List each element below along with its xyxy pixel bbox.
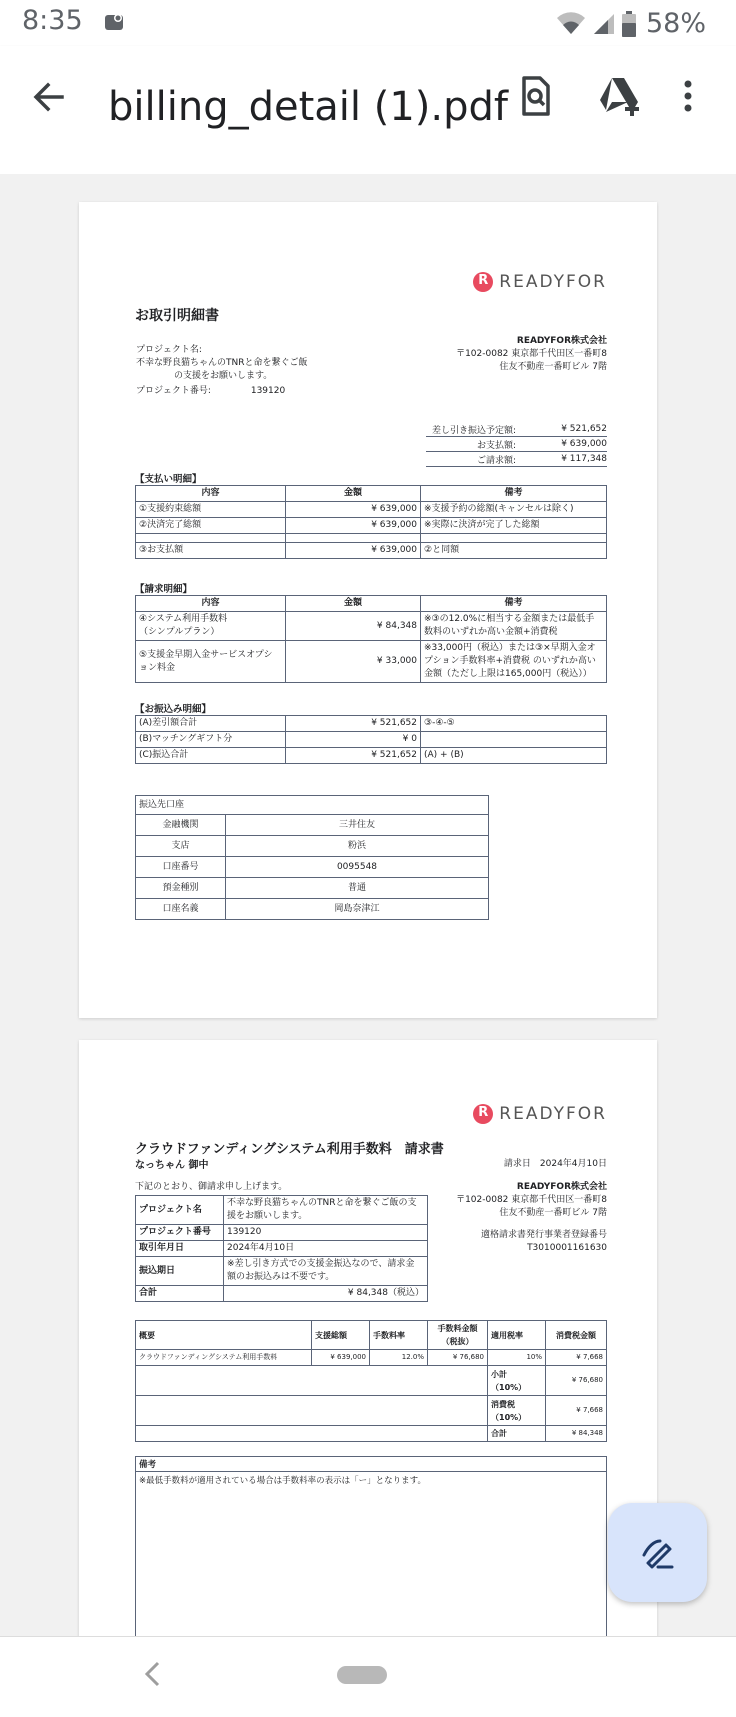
column-header: 金額: [286, 596, 421, 612]
status-bar: [0, 0, 736, 46]
payment-heading: 【支払い明細】: [135, 474, 202, 485]
nav-back-icon[interactable]: [138, 1659, 168, 1693]
cell-amount: ¥ 0: [286, 732, 421, 748]
cell-amount: ¥ 639,000: [286, 518, 421, 534]
table-row: [136, 857, 489, 878]
table-row-empty: [136, 534, 607, 543]
table-row: [136, 1350, 607, 1366]
table-row: [136, 612, 607, 641]
amount-summary: [426, 422, 607, 467]
invoice-date-value: 2024年4月10日: [539, 1159, 607, 1169]
column-header: 手数料金額: [437, 1324, 478, 1333]
summary-row: [426, 452, 607, 467]
table-row: [136, 518, 607, 534]
company-address1: 〒102-0082 東京都千代田区一番町8: [456, 1195, 607, 1205]
bank-label: 口座番号: [136, 857, 226, 878]
status-time: 8:35: [22, 5, 83, 36]
cell-note: (A) + (B): [421, 748, 607, 764]
table-row: [136, 1241, 428, 1257]
info-value: 139120: [224, 1225, 428, 1241]
info-value: ※差し引き方式での支援金振込なので、請求金: [227, 1259, 415, 1269]
cell-item: （シンプルプラン）: [139, 627, 220, 637]
pdf-viewer[interactable]: [0, 174, 736, 1636]
cell-item: ②決済完了総額: [136, 518, 286, 534]
project-name-line2: の支援をお願いします。: [174, 371, 273, 381]
cell-support-total: ¥ 639,000: [312, 1350, 370, 1366]
table-row: [136, 716, 607, 732]
info-value: 援をお願いします。: [227, 1211, 308, 1221]
edit-fab[interactable]: [608, 1503, 707, 1602]
bank-value: 0095548: [226, 857, 489, 878]
logo-mark-icon: [473, 1104, 493, 1124]
readyfor-logo: [473, 272, 607, 292]
invoice-intro: 下記のとおり、御請求申し上げます。: [135, 1182, 288, 1192]
fee-total-label: 合計: [488, 1426, 546, 1442]
status-icons: [556, 8, 706, 39]
company-address1: 〒102-0082 東京都千代田区一番町8: [456, 349, 607, 359]
info-value: 不幸な野良猫ちゃんのTNRと命を繋ぐご飯の支: [227, 1198, 417, 1208]
logo-text: READYFOR: [499, 1104, 607, 1124]
signal-icon: [592, 12, 616, 36]
bank-value: 岡島奈津江: [226, 899, 489, 920]
bank-value: 三井住友: [226, 815, 489, 836]
summary-row: [426, 437, 607, 452]
drive-add-icon[interactable]: [598, 74, 642, 118]
cell-note: [421, 732, 607, 748]
info-label: プロジェクト名: [136, 1196, 224, 1225]
registration-number: T3010001161630: [527, 1243, 607, 1253]
cell-fee-rate: 12.0%: [370, 1350, 428, 1366]
cell-item: ⑤支援金早期入金サービスオプシ: [139, 649, 273, 660]
fee-table: [135, 1320, 607, 1442]
summary-value: ¥ 521,652: [561, 424, 607, 434]
company-block: [456, 1181, 607, 1255]
readyfor-logo: [473, 1104, 607, 1124]
pdf-page-1: [79, 202, 657, 1018]
info-value: 額のお振込みは不要です。: [227, 1272, 335, 1282]
cell-note: ※33,000円（税込）または③×早期入金オ: [424, 643, 596, 653]
logo-mark-icon: [473, 272, 493, 292]
table-row: [136, 1286, 428, 1302]
more-vert-icon[interactable]: [678, 74, 714, 118]
invoice-date-label: 請求日: [503, 1159, 531, 1169]
summary-row: [426, 422, 607, 437]
summary-label: お支払額:: [476, 440, 516, 451]
cell-item: (A)差引額合計: [136, 716, 286, 732]
total-value: ¥ 84,348（税込）: [224, 1286, 428, 1302]
company-address2: 住友不動産一番町ビル 7階: [499, 362, 607, 372]
info-label: 取引年月日: [136, 1241, 224, 1257]
logo-text: READYFOR: [499, 272, 607, 292]
pen-edit-icon: [638, 1533, 678, 1573]
cell-note: ※実際に決済が完了した総額: [421, 518, 607, 534]
bank-value: 普通: [226, 878, 489, 899]
column-header: 備考: [421, 486, 607, 502]
subtotal-label: 小計: [491, 1369, 507, 1379]
bank-label: 金融機関: [136, 815, 226, 836]
column-header: 手数料率: [370, 1321, 428, 1350]
fee-total-value: ¥ 84,348: [546, 1426, 607, 1442]
column-header: 内容: [136, 596, 286, 612]
tax-label: 消費税: [491, 1399, 515, 1409]
column-header: 消費税金額: [546, 1321, 607, 1350]
cell-amount: ¥ 84,348: [286, 612, 421, 641]
table-row: [136, 878, 489, 899]
cell-item: ョン料金: [139, 662, 176, 673]
column-header: 概要: [136, 1321, 312, 1350]
project-number-label: プロジェクト番号:: [136, 386, 211, 396]
invoice-recipient: なっちゃん 御中: [135, 1160, 209, 1171]
bank-table: [135, 795, 489, 920]
transfer-table: [135, 715, 607, 764]
column-header: 適用税率: [488, 1321, 546, 1350]
payment-table: [135, 485, 607, 559]
remarks-text: ※最低手数料が適用されている場合は手数料率の表示は「ー」となります。: [139, 1476, 426, 1486]
cell-note: プション手数料率+消費税 のいずれか高い: [424, 656, 596, 666]
cell-item: (C)振込合計: [136, 748, 286, 764]
cell-amount: ¥ 639,000: [286, 543, 421, 559]
document-title: billing_detail (1).pdf: [108, 84, 508, 130]
pdf-page-2: [79, 1040, 657, 1636]
summary-label: ご請求額:: [476, 455, 516, 466]
cell-amount: ¥ 521,652: [286, 716, 421, 732]
wifi-icon: [556, 12, 586, 36]
cell-note: ②と同額: [421, 543, 607, 559]
cell-tax-rate: 10%: [488, 1350, 546, 1366]
company-block: [456, 335, 607, 374]
tax-label: （10%）: [491, 1412, 527, 1422]
bank-label: 口座名義: [136, 899, 226, 920]
column-header: 備考: [421, 596, 607, 612]
bank-heading: 振込先口座: [136, 796, 489, 815]
cell-item: ③お支払額: [136, 543, 286, 559]
transfer-heading: 【お振込み明細】: [135, 704, 212, 715]
invoice-info-table: [135, 1195, 428, 1302]
table-row: [136, 641, 607, 683]
summary-label: 差し引き振込予定額:: [431, 425, 516, 436]
back-arrow-icon[interactable]: [28, 76, 70, 118]
table-row: [136, 748, 607, 764]
cell-note: 金額（ただし上限は165,000円（税込））: [424, 669, 592, 679]
info-label: 振込期日: [136, 1257, 224, 1286]
tax-row: [136, 1396, 607, 1426]
table-row: [136, 815, 489, 836]
subtotal-row: [136, 1366, 607, 1396]
notification-icon: [104, 12, 124, 36]
tax-value: ¥ 7,668: [546, 1396, 607, 1426]
cell-note: ③-④-⑤: [421, 716, 607, 732]
project-block: [136, 344, 326, 398]
company-name: READYFOR株式会社: [516, 1182, 607, 1192]
table-row: [136, 543, 607, 559]
info-value: 2024年4月10日: [224, 1241, 428, 1257]
remarks-box: [135, 1456, 607, 1636]
cell-note: ※支援予約の総額(キャンセルは除く): [421, 502, 607, 518]
fee-total-row: [136, 1426, 607, 1442]
cell-item: ①支援約束総額: [136, 502, 286, 518]
summary-value: ¥ 639,000: [561, 439, 607, 449]
bank-label: 預金種別: [136, 878, 226, 899]
info-label: プロジェクト番号: [136, 1225, 224, 1241]
project-name-label: プロジェクト名:: [136, 345, 202, 355]
column-header: 内容: [136, 486, 286, 502]
cell-item: ④システム利用手数料: [139, 614, 228, 624]
project-number: 139120: [250, 386, 286, 396]
cell-amount: ¥ 639,000: [286, 502, 421, 518]
battery-percent: 58%: [645, 8, 706, 39]
table-row: [136, 1257, 428, 1286]
cell-amount: ¥ 33,000: [286, 641, 421, 683]
cell-fee-amount: ¥ 76,680: [428, 1350, 488, 1366]
cell-note: ※③の12.0%に相当する金額または最低手: [424, 614, 595, 624]
company-name: READYFOR株式会社: [516, 336, 607, 346]
battery-icon: [622, 11, 636, 37]
column-header: 支援総額: [312, 1321, 370, 1350]
system-nav-bar: [0, 1636, 736, 1717]
bank-value: 粉浜: [226, 836, 489, 857]
table-row: [136, 502, 607, 518]
registration-label: 適格請求書発行事業者登録番号: [480, 1230, 607, 1240]
invoice-title: クラウドファンディングシステム利用手数料 請求書: [135, 1142, 444, 1157]
remarks-label: 備考: [136, 1457, 606, 1472]
column-header: 金額: [286, 486, 421, 502]
table-row: [136, 899, 489, 920]
cell-item: (B)マッチングギフト分: [136, 732, 286, 748]
cell-tax-amount: ¥ 7,668: [546, 1350, 607, 1366]
nav-home-pill[interactable]: [337, 1666, 387, 1684]
summary-value: ¥ 117,348: [561, 454, 607, 464]
invoice-date: [504, 1158, 607, 1171]
search-document-icon[interactable]: [514, 74, 558, 118]
table-row: [136, 836, 489, 857]
billing-table: [135, 595, 607, 683]
cell-note: 数料のいずれか高い金額+消費税: [424, 627, 558, 637]
app-bar: [0, 46, 736, 174]
table-row: [136, 1225, 428, 1241]
total-label: 合計: [136, 1286, 224, 1302]
company-address2: 住友不動産一番町ビル 7階: [499, 1208, 607, 1218]
subtotal-label: （10%）: [491, 1382, 527, 1392]
billing-heading: 【請求明細】: [135, 584, 193, 595]
bank-label: 支店: [136, 836, 226, 857]
project-name-line1: 不幸な野良猫ちゃんのTNRと命を繋ぐご飯: [136, 358, 308, 368]
table-row: [136, 1196, 428, 1225]
cell-amount: ¥ 521,652: [286, 748, 421, 764]
cell-summary: クラウドファンディングシステム利用手数料: [136, 1350, 312, 1366]
subtotal-value: ¥ 76,680: [546, 1366, 607, 1396]
column-header: （税抜）: [441, 1337, 474, 1346]
table-row: [136, 732, 607, 748]
statement-title: お取引明細書: [135, 308, 219, 324]
